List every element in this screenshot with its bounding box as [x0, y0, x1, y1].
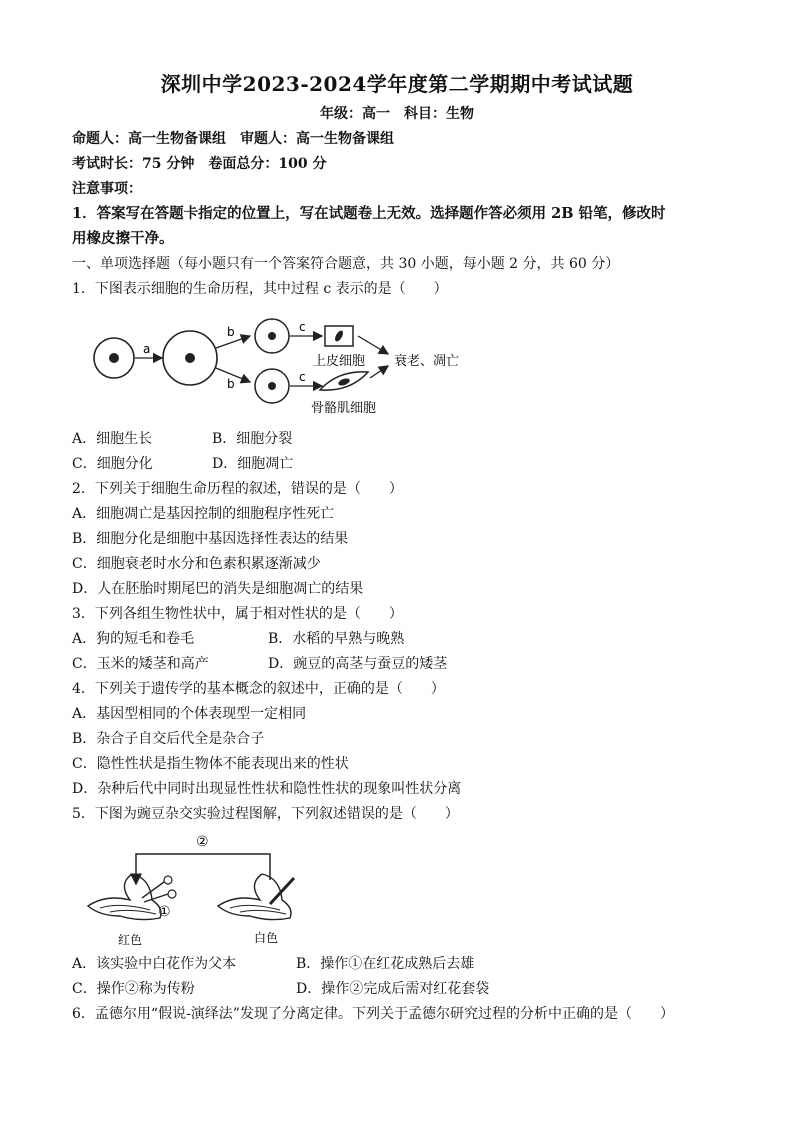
daughter-nucleus-top — [268, 332, 276, 340]
grown-nucleus — [185, 353, 195, 363]
q1-option-b: B．细胞分裂 — [212, 431, 293, 447]
q5-option-a: A．该实验中白花作为父本 — [72, 956, 237, 972]
label-b-bottom: b — [227, 377, 235, 391]
q5-option-d: D．操作②完成后需对红花套袋 — [296, 981, 490, 997]
q3-option-a: A．狗的短毛和卷毛 — [72, 631, 195, 647]
note-1-line-1: 1．答案写在答题卡指定的位置上，写在试题卷上无效。选择题作答必须用 2B 铅笔，修改时 — [72, 205, 666, 222]
question-3-stem: 3．下列各组生物性状中，属于相对性状的是（ ） — [72, 606, 403, 622]
q3-option-d: D．豌豆的高茎与蚕豆的矮茎 — [268, 656, 448, 672]
q1-option-a: A．细胞生长 — [72, 431, 153, 447]
q4-option-a: A．基因型相同的个体表现型一定相同 — [72, 706, 307, 722]
op1-label: ① — [158, 904, 171, 920]
time-score-line: 考试时长：75 分钟 卷面总分：100 分 — [72, 156, 327, 172]
pea-cross-figure — [80, 832, 310, 950]
daughter-nucleus-bottom — [268, 382, 276, 390]
label-c-top: c — [299, 320, 306, 334]
question-4-stem: 4．下列关于遗传学的基本概念的叙述中，正确的是（ ） — [72, 681, 445, 697]
question-1-stem: 1．下图表示细胞的生命历程，其中过程 c 表示的是（ ） — [72, 281, 448, 297]
question-6-stem: 6．孟德尔用“假说-演绎法”发现了分离定律。下列关于孟德尔研究过程的分析中正确的是（ ） — [72, 1006, 674, 1022]
red-flower-label: 红色 — [118, 933, 143, 947]
q3-option-b: B．水稻的早熟与晚熟 — [268, 631, 405, 647]
q4-option-b: B．杂合子自交后代全是杂合子 — [72, 731, 265, 747]
q4-option-c: C．隐性性状是指生物体不能表现出来的性状 — [72, 756, 349, 772]
epithelial-label: 上皮细胞 — [313, 354, 366, 369]
grade-subject: 年级：高一 科目：生物 — [320, 106, 474, 122]
q4-option-d: D．杂种后代中同时出现显性性状和隐性性状的现象叫性状分离 — [72, 781, 462, 797]
op2-label: ② — [196, 834, 209, 850]
q5-option-b: B．操作①在红花成熟后去雄 — [296, 956, 475, 972]
page-title: 深圳中学2023-2024学年度第二学期期中考试试题 — [160, 72, 634, 96]
q2-option-c: C．细胞衰老时水分和色素积累逐渐减少 — [72, 556, 321, 572]
label-c-bottom: c — [299, 370, 306, 384]
question-2-stem: 2．下列关于细胞生命历程的叙述，错误的是（ ） — [72, 481, 403, 497]
question-5-stem: 5．下图为豌豆杂交实验过程图解，下列叙述错误的是（ ） — [72, 806, 459, 822]
muscle-label: 骨骼肌细胞 — [311, 401, 377, 416]
q2-option-a: A．细胞凋亡是基因控制的细胞程序性死亡 — [72, 506, 335, 522]
section-heading: 一、单项选择题（每小题只有一个答案符合题意，共 30 小题，每小题 2 分，共 60 分） — [72, 256, 620, 272]
label-a: a — [143, 342, 151, 356]
q5-option-c: C．操作②称为传粉 — [72, 981, 195, 997]
cell-life-history-figure — [88, 312, 468, 422]
q1-option-c: C．细胞分化 — [72, 456, 153, 472]
white-flower-label: 白色 — [254, 931, 279, 945]
note-1-line-2: 用橡皮擦干净。 — [72, 230, 174, 247]
authors-line: 命题人：高一生物备课组 审题人：高一生物备课组 — [72, 131, 394, 147]
q2-option-b: B．细胞分化是细胞中基因选择性表达的结果 — [72, 531, 349, 547]
label-b-top: b — [227, 325, 235, 339]
q1-option-d: D．细胞凋亡 — [212, 456, 294, 472]
notes-title: 注意事项： — [72, 181, 142, 197]
start-nucleus — [109, 353, 119, 363]
aging-label: 衰老、凋亡 — [394, 354, 460, 369]
q2-option-d: D．人在胚胎时期尾巴的消失是细胞凋亡的结果 — [72, 581, 364, 597]
q3-option-c: C．玉米的矮茎和高产 — [72, 656, 209, 672]
